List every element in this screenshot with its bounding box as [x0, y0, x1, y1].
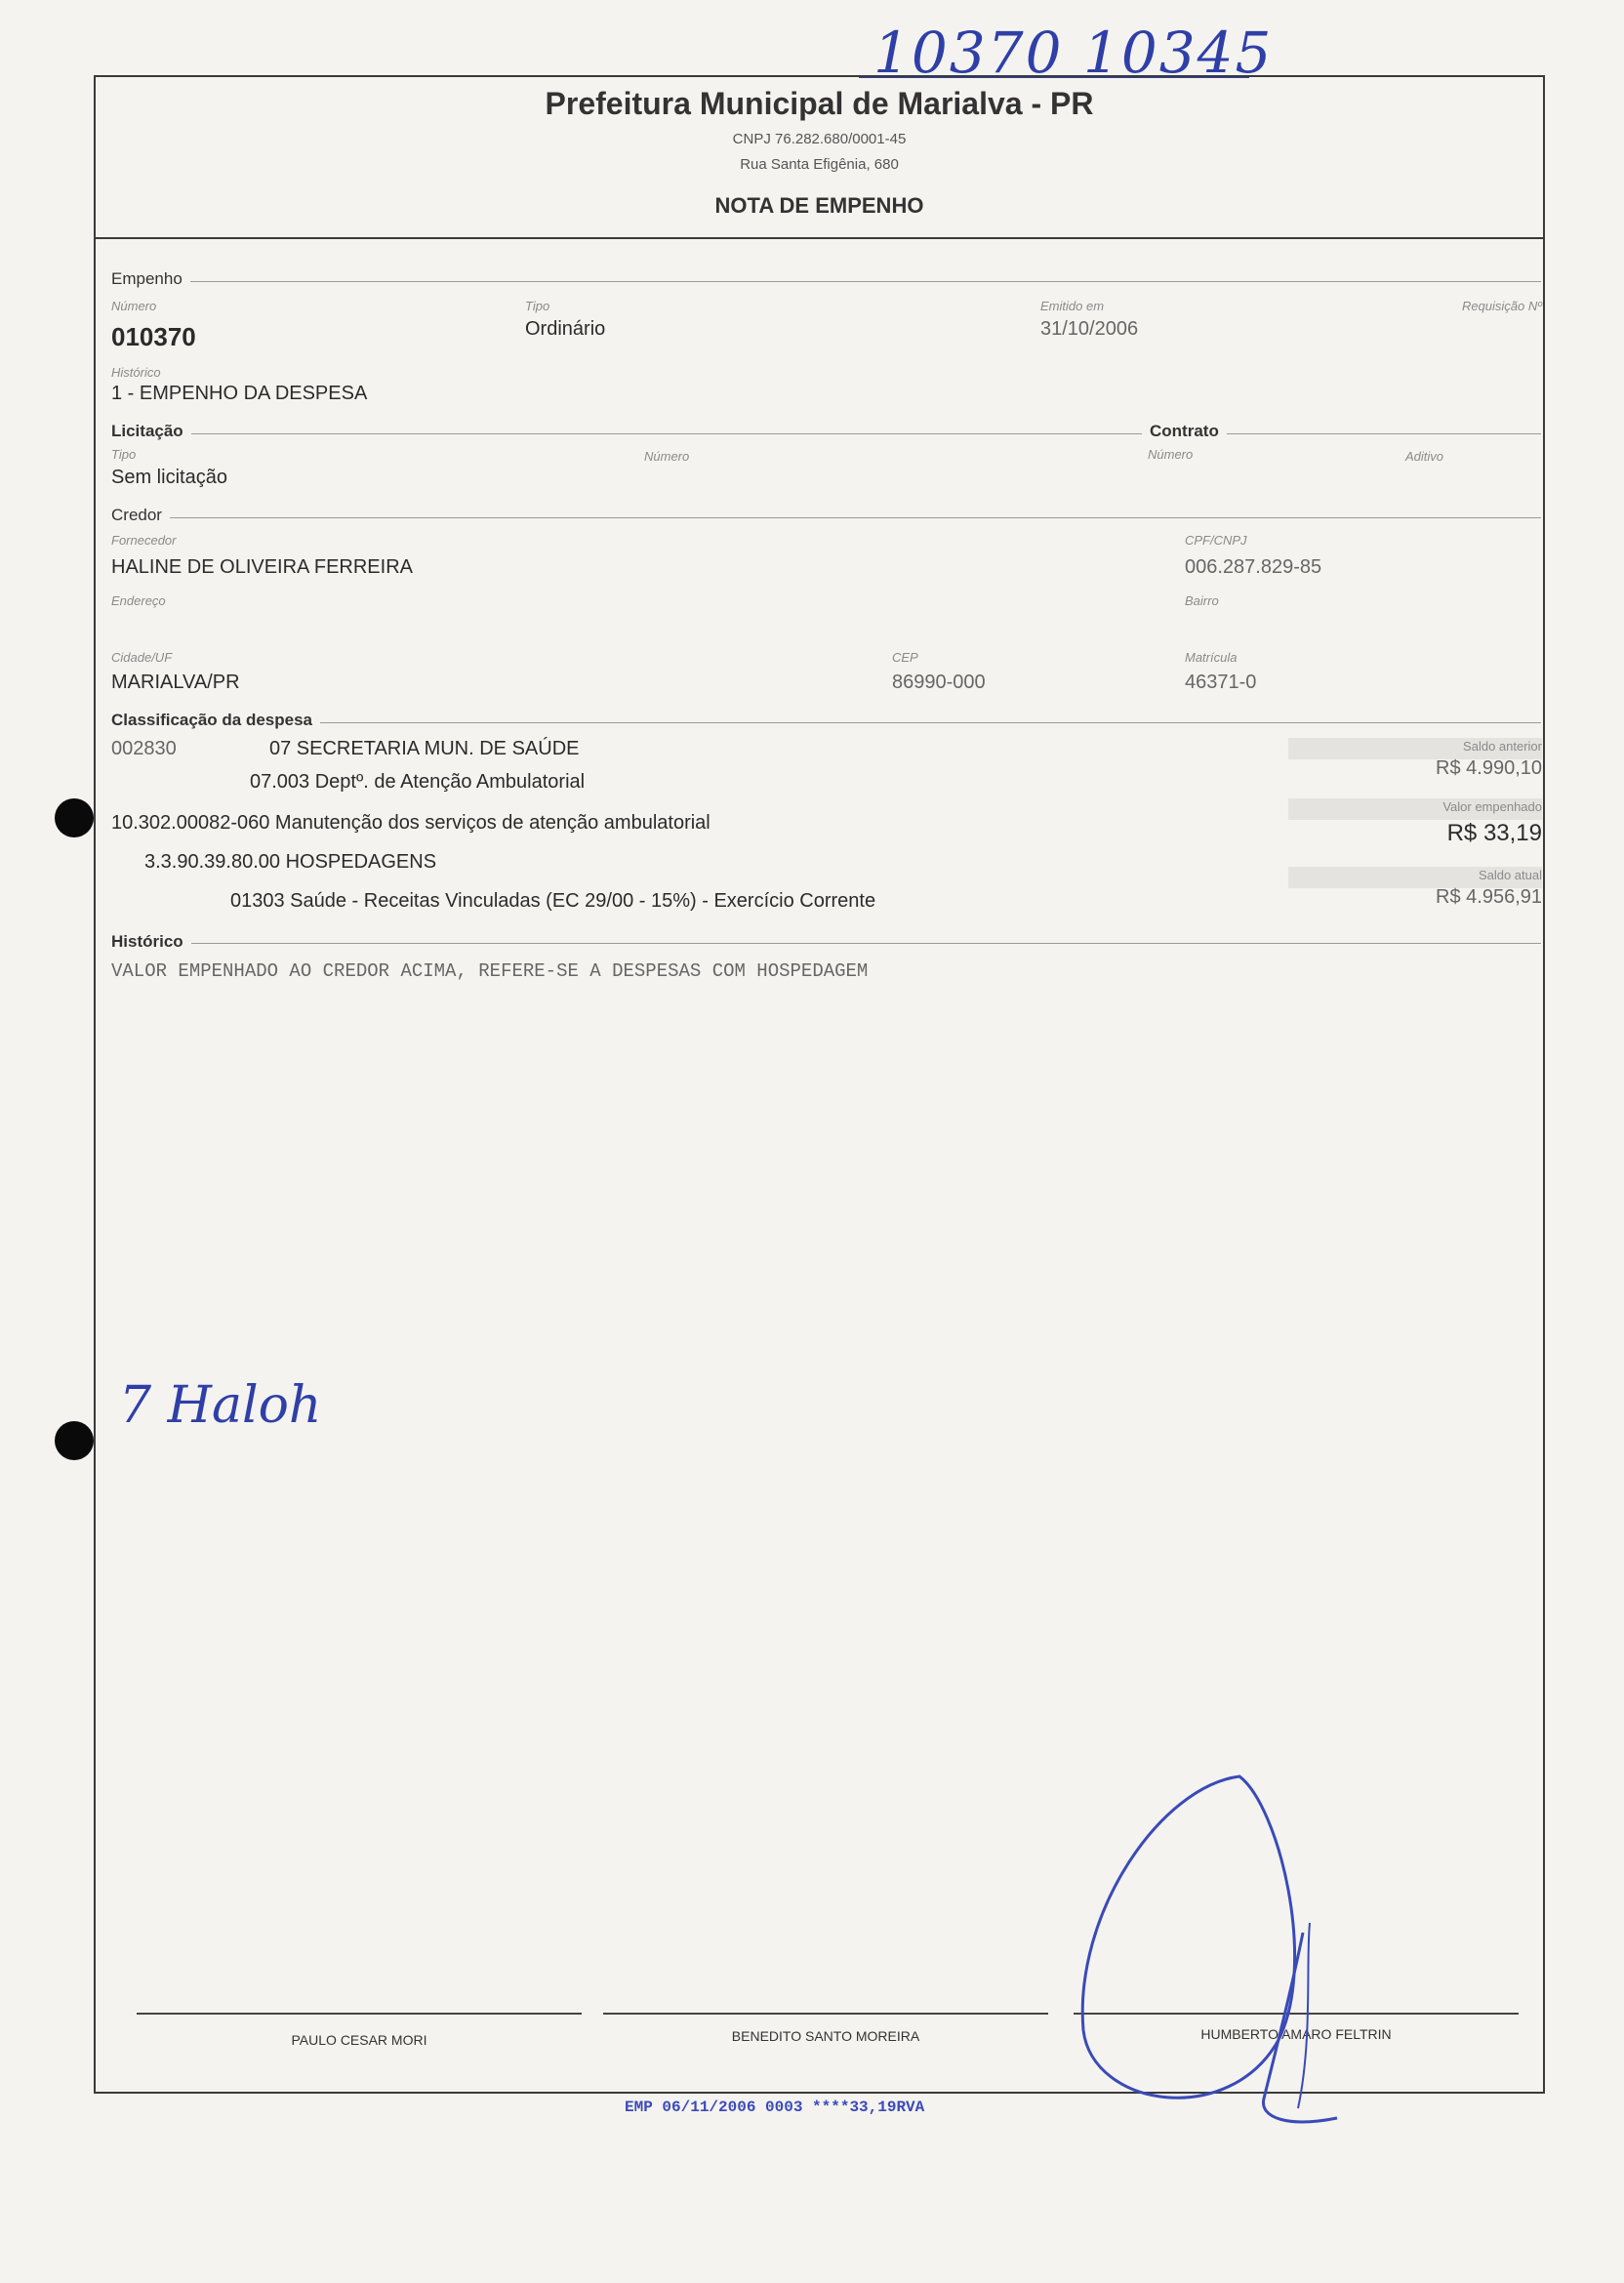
signature-name-1: PAULO CESAR MORI — [291, 2032, 427, 2048]
saldo-anterior-label: Saldo anterior — [1463, 739, 1542, 754]
historico-rule — [111, 943, 1541, 944]
empenho-numero: 010370 — [111, 322, 196, 351]
cnpj-line: CNPJ 76.282.680/0001-45 — [732, 131, 907, 147]
document-title: NOTA DE EMPENHO — [714, 193, 924, 218]
contrato-numero-label: Número — [1148, 447, 1194, 462]
address-line: Rua Santa Efigênia, 680 — [740, 156, 899, 173]
empenho-tipo-label: Tipo — [525, 299, 550, 313]
empenho-historico: 1 - EMPENHO DA DESPESA — [111, 383, 368, 404]
requisicao-label: Requisição Nº — [1461, 299, 1542, 313]
valor-empenhado: R$ 33,19 — [1446, 820, 1542, 846]
classificacao-codigo: 002830 — [111, 738, 177, 759]
fornecedor-name: HALINE DE OLIVEIRA FERREIRA — [111, 556, 413, 578]
valor-empenhado-label: Valor empenhado — [1442, 799, 1542, 814]
saldo-anterior: R$ 4.990,10 — [1436, 757, 1542, 779]
cidade-value: MARIALVA/PR — [111, 672, 240, 693]
empenho-tipo: Ordinário — [525, 318, 606, 340]
classificacao-funcional: 10.302.00082-060 Manutenção dos serviços de atenção ambulatorial — [111, 812, 710, 834]
cpf-value: 006.287.829-85 — [1185, 556, 1322, 578]
matricula-label: Matrícula — [1185, 650, 1238, 665]
header-divider — [96, 237, 1543, 239]
bairro-label: Bairro — [1185, 593, 1219, 608]
contrato-aditivo-label: Aditivo — [1405, 449, 1444, 464]
matricula-value: 46371-0 — [1185, 672, 1257, 693]
licitacao-rule — [111, 433, 1541, 434]
licitacao-numero-label: Número — [644, 449, 690, 464]
signature-line-1 — [137, 2013, 582, 2015]
empenho-historico-label: Histórico — [111, 365, 161, 380]
header — [96, 86, 1543, 232]
historico-text: VALOR EMPENHADO AO CREDOR ACIMA, REFERE-SE A DESPESAS COM HOSPEDAGEM — [111, 960, 869, 982]
credor-section-title: Credor — [111, 506, 170, 525]
processing-stamp: EMP 06/11/2006 0003 ****33,19RVA — [625, 2099, 925, 2116]
historico-section-title: Histórico — [111, 932, 191, 952]
classificacao-elemento: 3.3.90.39.80.00 HOSPEDAGENS — [144, 851, 437, 873]
municipality-title: Prefeitura Municipal de Marialva - PR — [545, 86, 1094, 121]
cpf-label: CPF/CNPJ — [1185, 533, 1247, 548]
credor-rule — [111, 517, 1541, 518]
saldo-atual-label: Saldo atual — [1478, 868, 1542, 882]
empenho-rule — [111, 281, 1541, 282]
licitacao-tipo-label: Tipo — [111, 447, 137, 462]
punch-hole-top — [55, 798, 94, 837]
signature-name-3: HUMBERTO AMARO FELTRIN — [1200, 2026, 1392, 2042]
licitacao-tipo: Sem licitação — [111, 467, 227, 488]
emitido-label: Emitido em — [1040, 299, 1105, 313]
endereco-label: Endereço — [111, 593, 166, 608]
classificacao-unidade: 07.003 Deptº. de Atenção Ambulatorial — [250, 771, 586, 793]
contrato-section-title: Contrato — [1142, 422, 1227, 441]
classificacao-orgao: 07 SECRETARIA MUN. DE SAÚDE — [269, 738, 580, 759]
punch-hole-bottom — [55, 1421, 94, 1460]
handwritten-signature — [1054, 1747, 1425, 2138]
handwritten-doc-number: 10370 10345 — [873, 20, 1274, 86]
classificacao-section-title: Classificação da despesa — [111, 711, 320, 730]
cidade-label: Cidade/UF — [111, 650, 173, 665]
cep-value: 86990-000 — [892, 672, 986, 693]
empenho-numero-label: Número — [111, 299, 157, 313]
classificacao-recurso: 01303 Saúde - Receitas Vinculadas (EC 29/00 - 15%) - Exercício Corrente — [230, 890, 876, 912]
cep-label: CEP — [892, 650, 918, 665]
empenho-section-title: Empenho — [111, 269, 190, 289]
classificacao-rule — [111, 722, 1541, 723]
fornecedor-label: Fornecedor — [111, 533, 177, 548]
signature-name-2: BENEDITO SANTO MOREIRA — [731, 2028, 920, 2044]
signature-line-2 — [603, 2013, 1048, 2015]
saldo-atual: R$ 4.956,91 — [1436, 886, 1542, 908]
licitacao-section-title: Licitação — [111, 422, 191, 441]
emitido-date: 31/10/2006 — [1040, 318, 1139, 340]
handwritten-note: 7 Haloh — [119, 1376, 322, 1435]
